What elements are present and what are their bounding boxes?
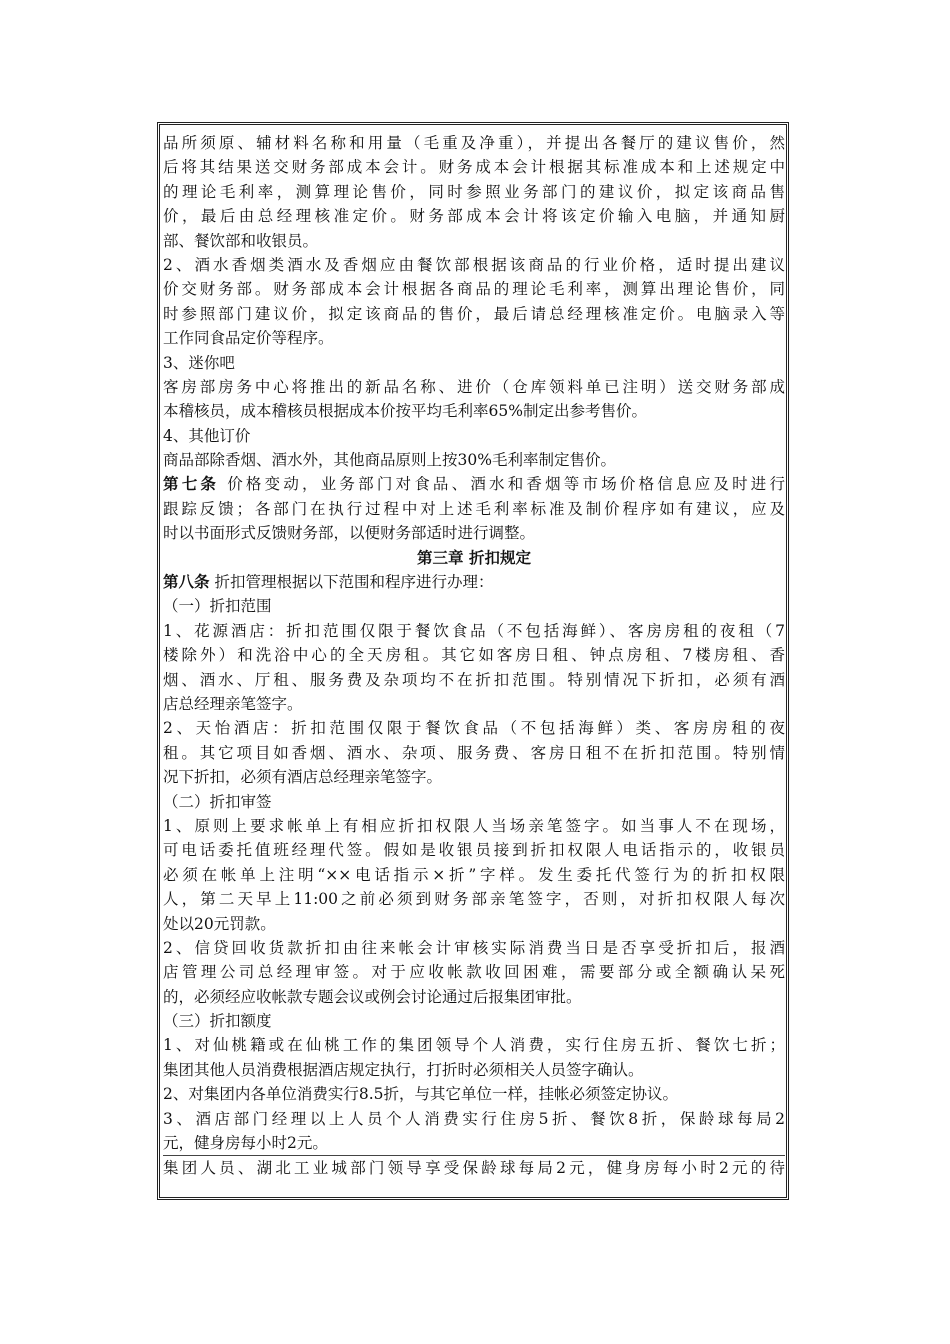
text-line: 人，第二天早上11:00之前必须到财务部亲笔签字，否则，对折扣权限人每次 bbox=[163, 890, 785, 909]
text-line: 时参照部门建议价，拟定该商品的售价，最后请总经理核准定价。电脑录入等 bbox=[163, 304, 785, 323]
text-line: 集团其他人员消费根据酒店规定执行，打折时必须相关人员签字确认。 bbox=[163, 1060, 644, 1079]
text-line: 况下折扣，必须有酒店总经理亲笔签字。 bbox=[163, 768, 443, 787]
document-frame bbox=[157, 122, 789, 1200]
subsection-heading: （一）折扣范围 bbox=[163, 597, 272, 616]
article-text: 折扣管理根据以下范围和程序进行办理： bbox=[209, 573, 494, 592]
text-line: 集团人员、湖北工业城部门领导享受保龄球每局2元，健身房每小时2元的待 bbox=[163, 1155, 785, 1180]
article-label: 第八条 bbox=[163, 572, 210, 592]
document-body bbox=[163, 131, 785, 1181]
text-line: 跟踪反馈；各部门在执行过程中对上述毛利率标准及制价程序如有建议，应及 bbox=[163, 499, 785, 518]
article-line bbox=[163, 570, 785, 594]
article-line bbox=[163, 472, 785, 496]
subsection-heading: （三）折扣额度 bbox=[163, 1012, 272, 1031]
text-line: 价，最后由总经理核准定价。财务部成本会计将该定价输入电脑，并通知厨 bbox=[163, 207, 785, 226]
section-heading: 4、其他订价 bbox=[163, 426, 251, 445]
text-line: 商品部除香烟、酒水外，其他商品原则上按30%毛利率制定售价。 bbox=[163, 451, 616, 470]
text-line: 处以20元罚款。 bbox=[163, 914, 276, 933]
text-line: 1、花源酒店：折扣范围仅限于餐饮食品（不包括海鲜）、客房房租的夜租（7 bbox=[163, 621, 785, 640]
text-line: 本稽核员，成本稽核员根据成本价按平均毛利率65%制定出参考售价。 bbox=[163, 402, 647, 421]
text-line: 1、原则上要求帐单上有相应折扣权限人当场亲笔签字。如当事人不在现场， bbox=[163, 816, 785, 835]
article-text: 价格变动，业务部门对食品、酒水和香烟等市场价格信息应及时进行 bbox=[219, 475, 785, 494]
text-line: 必须在帐单上注明“××电话指示×折”字样。发生委托代签行为的折扣权限 bbox=[163, 865, 785, 884]
subsection-heading: （二）折扣审签 bbox=[163, 792, 272, 811]
text-line: 后将其结果送交财务部成本会计。财务成本会计根据其标准成本和上述规定中 bbox=[163, 158, 785, 177]
text-line: 时以书面形式反馈财务部，以便财务部适时进行调整。 bbox=[163, 524, 536, 543]
text-line: 部、餐饮部和收银员。 bbox=[163, 231, 319, 250]
text-line: 2、对集团内各单位消费实行8.5折，与其它单位一样，挂帐必须签定协议。 bbox=[163, 1085, 679, 1104]
text-line: 租。其它项目如香烟、酒水、杂项、服务费、客房日租不在折扣范围。特别情 bbox=[163, 743, 785, 762]
text-line: 烟、酒水、厅租、服务费及杂项均不在折扣范围。特别情况下折扣，必须有酒 bbox=[163, 670, 785, 689]
text-line: 品所须原、辅材料名称和用量（毛重及净重），并提出各餐厅的建议售价，然 bbox=[163, 134, 785, 152]
text-line: 工作同食品定价等程序。 bbox=[163, 329, 334, 348]
text-line: 元，健身房每小时2元。 bbox=[163, 1134, 328, 1153]
text-line: 1、对仙桃籍或在仙桃工作的集团领导个人消费，实行住房五折、餐饮七折； bbox=[163, 1036, 785, 1055]
text-line: 2、酒水香烟类酒水及香烟应由餐饮部根据该商品的行业价格，适时提出建议 bbox=[163, 255, 785, 274]
text-line: 3、酒店部门经理以上人员个人消费实行住房5折、餐饮8折，保龄球每局2 bbox=[163, 1109, 785, 1128]
text-line: 客房部房务中心将推出的新品名称、进价（仓库领料单已注明）送交财务部成 bbox=[163, 377, 785, 396]
text-line: 2、天怡酒店：折扣范围仅限于餐饮食品（不包括海鲜）类、客房房租的夜 bbox=[163, 719, 785, 738]
text-line: 楼除外）和洗浴中心的全天房租。其它如客房日租、钟点房租、7楼房租、香 bbox=[163, 646, 785, 665]
section-heading: 3、迷你吧 bbox=[163, 353, 235, 372]
chapter-title: 第三章 折扣规定 bbox=[417, 547, 531, 567]
text-line: 可电话委托值班经理代签。假如是收银员接到折扣权限人电话指示的，收银员 bbox=[163, 841, 785, 860]
article-label: 第七条 bbox=[163, 474, 220, 494]
text-line: 的，必须经应收帐款专题会议或例会讨论通过后报集团审批。 bbox=[163, 987, 582, 1006]
text-line: 的理论毛利率，测算理论售价，同时参照业务部门的建议价，拟定该商品售 bbox=[163, 182, 785, 201]
text-line: 店总经理亲笔签字。 bbox=[163, 694, 303, 713]
text-line: 2、信贷回收货款折扣由往来帐会计审核实际消费当日是否享受折扣后，报酒 bbox=[163, 938, 785, 957]
text-line: 价交财务部。财务部成本会计根据各商品的理论毛利率，测算出理论售价，同 bbox=[163, 280, 785, 299]
text-line: 店管理公司总经理审签。对于应收帐款收回困难，需要部分或全额确认呆死 bbox=[163, 963, 785, 982]
